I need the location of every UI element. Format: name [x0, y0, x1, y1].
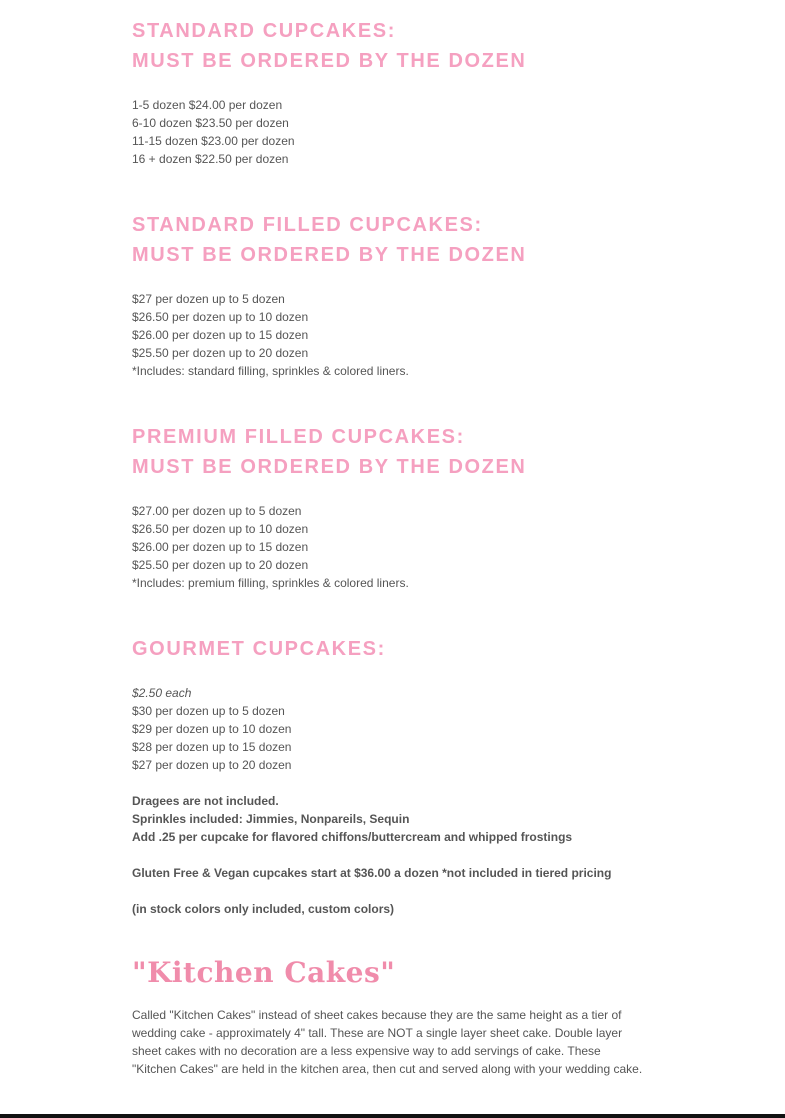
- price-line: $26.00 per dozen up to 15 dozen: [132, 540, 309, 554]
- price-line: $26.50 per dozen up to 10 dozen: [132, 522, 309, 536]
- price-line: 1-5 dozen $24.00 per dozen: [132, 98, 283, 112]
- price-line: $28 per dozen up to 15 dozen: [132, 740, 292, 754]
- premium-filled-cupcakes-section: [132, 422, 526, 592]
- price-line: $26.00 per dozen up to 15 dozen: [132, 328, 309, 342]
- price-line: $30 per dozen up to 5 dozen: [132, 704, 285, 718]
- section-heading: [132, 210, 526, 270]
- heading-line-2: MUST BE ORDERED BY THE DOZEN: [132, 244, 527, 266]
- price-list: [132, 96, 526, 168]
- price-line: 16 + dozen $22.50 per dozen: [132, 152, 289, 166]
- includes-note: *Includes: premium filling, sprinkles & colored liners.: [132, 576, 409, 590]
- section-heading: [132, 634, 611, 664]
- heading-line-2: MUST BE ORDERED BY THE DOZEN: [132, 50, 527, 72]
- section-heading: [132, 16, 526, 76]
- price-line: $27 per dozen up to 5 dozen: [132, 292, 285, 306]
- section-heading: [132, 422, 526, 482]
- price-list: [132, 290, 526, 380]
- price-list: [132, 684, 611, 918]
- price-line: $29 per dozen up to 10 dozen: [132, 722, 292, 736]
- price-line: $27.00 per dozen up to 5 dozen: [132, 504, 302, 518]
- price-line: 11-15 dozen $23.00 per dozen: [132, 134, 295, 148]
- standard-cupcakes-section: [132, 16, 526, 168]
- each-price: $2.50 each: [132, 686, 192, 700]
- gluten-free-note: Gluten Free & Vegan cupcakes start at $36.00 a dozen *not included in tiered pricing: [132, 866, 612, 880]
- heading-line-1: STANDARD FILLED CUPCAKES:: [132, 214, 483, 236]
- bold-note: Sprinkles included: Jimmies, Nonpareils, Sequin: [132, 812, 410, 826]
- bold-note: Add .25 per cupcake for flavored chiffons/buttercream and whipped frostings: [132, 830, 573, 844]
- bold-note: Dragees are not included.: [132, 794, 279, 808]
- heading-line-1: STANDARD CUPCAKES:: [132, 20, 396, 42]
- kitchen-cakes-title: "Kitchen Cakes": [132, 956, 396, 989]
- heading-line-2: MUST BE ORDERED BY THE DOZEN: [132, 456, 527, 478]
- standard-filled-cupcakes-section: [132, 210, 526, 380]
- heading-line-1: PREMIUM FILLED CUPCAKES:: [132, 426, 465, 448]
- price-line: 6-10 dozen $23.50 per dozen: [132, 116, 289, 130]
- price-line: $25.50 per dozen up to 20 dozen: [132, 558, 309, 572]
- gourmet-cupcakes-section: [132, 634, 611, 918]
- kitchen-cakes-section: [132, 956, 644, 1078]
- colors-note: (in stock colors only included, custom colors): [132, 902, 395, 916]
- includes-note: *Includes: standard filling, sprinkles & colored liners.: [132, 364, 409, 378]
- price-line: $27 per dozen up to 20 dozen: [132, 758, 292, 772]
- kitchen-cakes-description: Called "Kitchen Cakes" instead of sheet cakes because they are the same height as a tier of wedding cake - approximately 4" tall. These are NOT a single layer sheet cake. Double layer sheet cakes with no decoration are a less expensive way to add servings of cake. These "Kitchen Cakes" are held in the kitchen area, then cut and served along with your wedding cake.: [132, 1008, 643, 1076]
- heading-line-1: GOURMET CUPCAKES:: [132, 638, 386, 660]
- price-line: $26.50 per dozen up to 10 dozen: [132, 310, 309, 324]
- price-list: [132, 502, 526, 592]
- price-line: $25.50 per dozen up to 20 dozen: [132, 346, 309, 360]
- bottom-border: [0, 1114, 785, 1118]
